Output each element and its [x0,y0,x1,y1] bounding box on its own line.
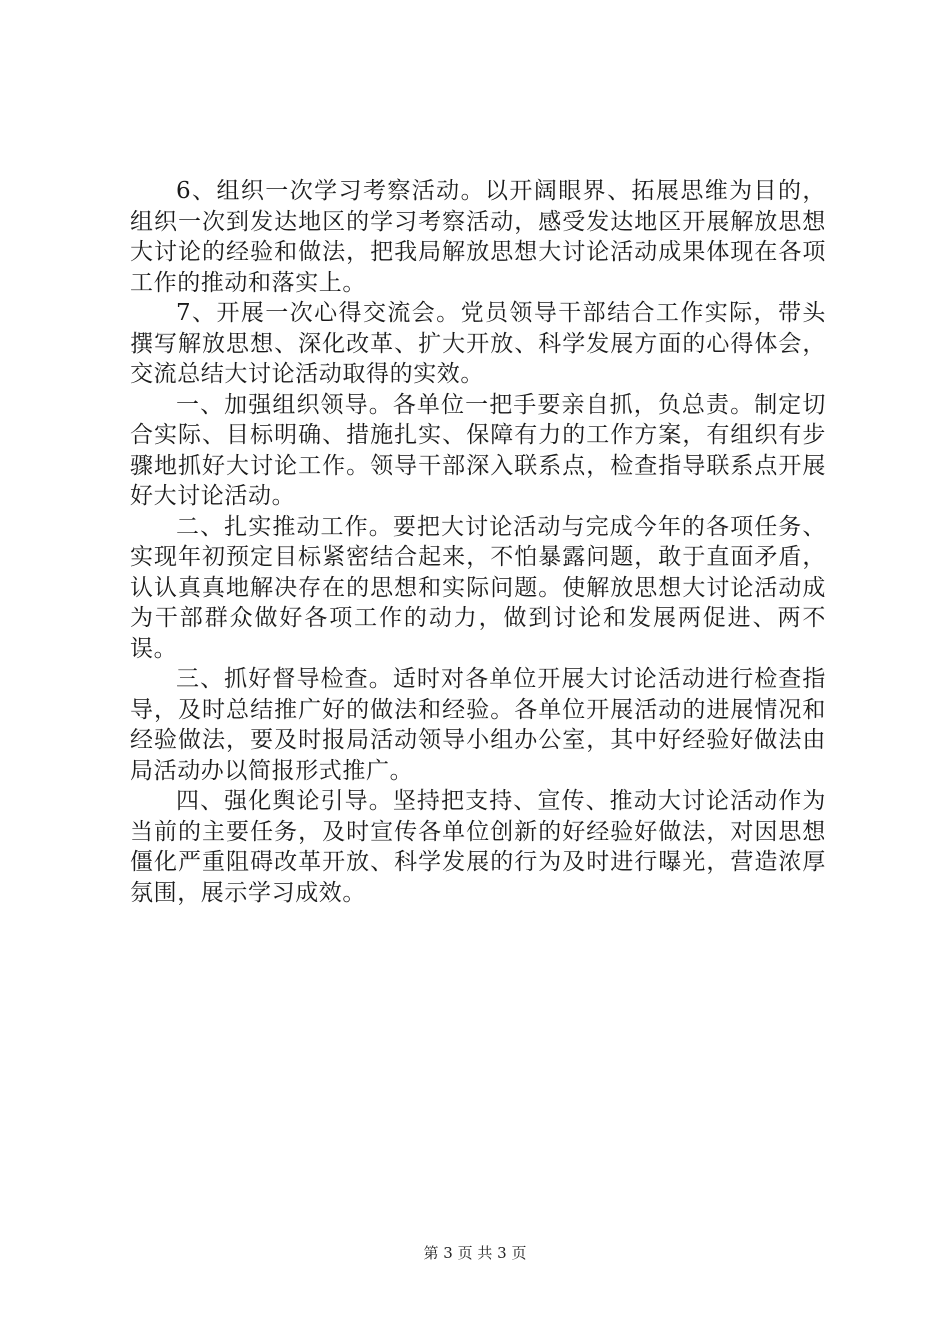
document-body [130,176,826,908]
paragraph-supervision-inspection: 三、抓好督导检查。适时对各单位开展大讨论活动进行检查指导，及时总结推广好的做法和经验。各单位开展活动的进展情况和经验做法，要及时报局活动领导小组办公室，其中好经验好做法由局活动办以简报形式推广。 [130,666,826,784]
paragraph-promote-work: 二、扎实推动工作。要把大讨论活动与完成今年的各项任务、实现年初预定目标紧密结合起来，不怕暴露问题，敢于直面矛盾，认认真真地解决存在的思想和实际问题。使解放思想大讨论活动成为干部群众做好各项工作的动力，做到讨论和发展两促进、两不误。 [130,513,826,662]
paragraph-public-opinion: 四、强化舆论引导。坚持把支持、宣传、推动大讨论活动作为当前的主要任务，及时宣传各单位创新的好经验好做法，对因思想僵化严重阻碍改革开放、科学发展的行为及时进行曝光，营造浓厚氛围，展示学习成效。 [130,788,826,906]
paragraph-item-6: 6、组织一次学习考察活动。以开阔眼界、拓展思维为目的，组织一次到发达地区的学习考察活动，感受发达地区开展解放思想大讨论的经验和做法，把我局解放思想大讨论活动成果体现在各项工作的推动和落实上。 [130,178,826,296]
paragraph-organization-leadership: 一、加强组织领导。各单位一把手要亲自抓，负总责。制定切合实际、目标明确、措施扎实、保障有力的工作方案，有组织有步骤地抓好大讨论工作。领导干部深入联系点，检查指导联系点开展好大讨论活动。 [130,391,826,509]
paragraph-item-7: 7、开展一次心得交流会。党员领导干部结合工作实际，带头撰写解放思想、深化改革、扩大开放、科学发展方面的心得体会，交流总结大讨论活动取得的实效。 [130,300,826,387]
page-footer: 第 3 页 共 3 页 [423,1244,527,1262]
